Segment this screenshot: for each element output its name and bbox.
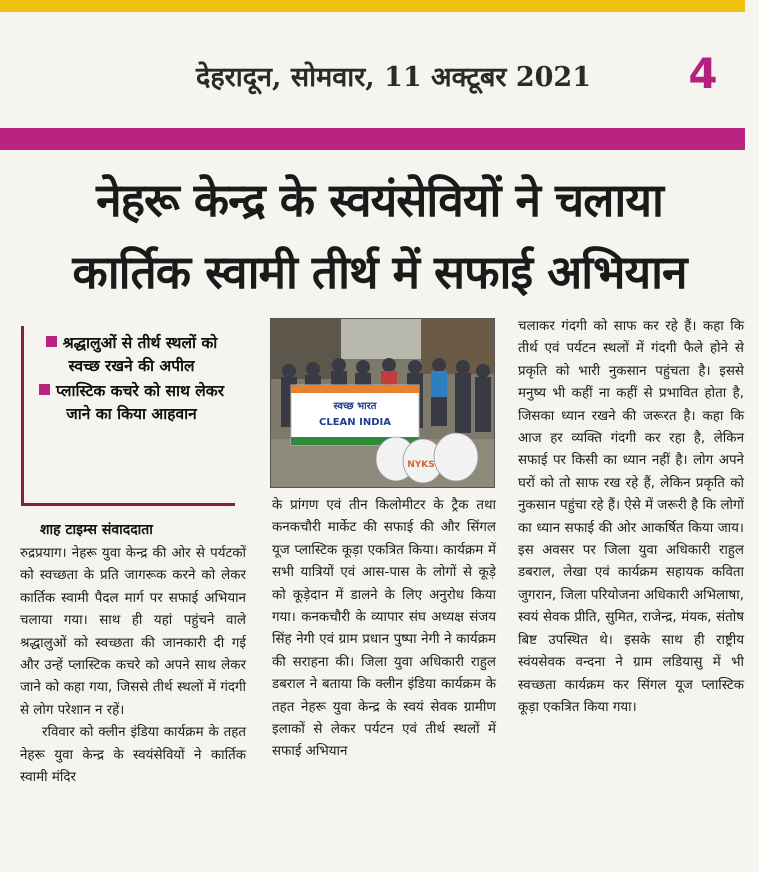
highlight-text: प्लास्टिक कचरे को साथ लेकर जाने का किया आहवान — [55, 382, 225, 423]
sack-label-text: NYKS — [407, 460, 435, 470]
page-number: 4 — [688, 49, 718, 98]
volunteers-photo-illustration — [271, 319, 495, 488]
article-paragraph: रुद्रप्रयाग। नेहरू युवा केन्द्र की ओर से पर्यटकों को स्वच्छता के प्रति जागरूक करने को लेकर कार्तिक स्वामी पैदल मार्ग पर सफाई अभियान चलाया गया। साथ ही यहां पहुंचने वाले श्रद्धालुओं को स्वच्छता की जानकारी दी गई और उन्हें प्लास्टिक कचरे को अपने साथ लेकर जाने को कहा गया, जिससे तीर्थ स्थलों में गंदगी से लोग परेशान न रहें। — [20, 546, 246, 718]
dateline: देहरादून, सोमवार, 11 अक्टूबर 2021 — [196, 62, 592, 93]
highlights-box — [21, 326, 235, 506]
byline: शाह टाइम्स संवाददाता — [40, 522, 153, 538]
headline-line-2: कार्तिक स्वामी तीर्थ में सफाई अभियान — [72, 245, 687, 299]
square-bullet-icon — [39, 384, 50, 395]
news-photo — [270, 318, 495, 488]
article-column-3 — [518, 316, 744, 719]
highlight-item — [34, 380, 229, 426]
headline-line-1: नेहरू केन्द्र के स्वयंसेवियों ने चलाया — [96, 173, 663, 227]
article-paragraph: के प्रांगण एवं तीन किलोमीटर के ट्रैक तथा कनकचौरी मार्केट की सफाई की और सिंगल यूज प्लास्टिक कूड़ा एकत्रित किया। कार्यक्रम में सभी यात्रियों एवं आस-पास के लोगों से कूड़े को कूड़ेदान में डालने के लिए अनुरोध किया गया। कनकचौरी के व्यापार संघ अध्यक्ष संजय सिंह नेगी एवं ग्राम प्रधान पुष्पा नेगी ने कार्यक्रम की सराहना की। जिला युवा अधिकारी राहुल डबराल ने बताया कि क्लीन इंडिया कार्यक्रम के तहत नेहरू युवा केन्द्र के स्वयं सेवक ग्रामीण इलाकों से लेकर पर्यटन एवं तीर्थ स्थलों में सफाई अभियान — [272, 498, 496, 760]
article-column-2 — [272, 495, 496, 764]
highlight-item — [34, 332, 229, 378]
highlight-text: श्रद्धालुओं से तीर्थ स्थलों को स्वच्छ रखने की अपील — [62, 334, 218, 375]
banner-hindi-text: स्वच्छ भारत — [333, 401, 377, 412]
square-bullet-icon — [46, 336, 57, 347]
top-color-stripe — [0, 0, 745, 12]
article-paragraph: चलाकर गंदगी को साफ कर रहे हैं। कहा कि तीर्थ एवं पर्यटन स्थलों में गंदगी फैले होने से प्रकृति को भारी नुकसान पहुंचता है। इससे मनुष्य भी कहीं ना कहीं से प्रभावित होता है, जिसका ध्यान रखने की जरूरत है। कहा कि आज हर व्यक्ति गंदगी कर रहा है, लेकिन सफाई पर किसी का ध्यान नहीं है। लोग अपने घरों को तो साफ रख रहे हैं, लेकिन प्रकृति को नुकसान पहुंचा रहे हैं। ऐसे में जरूरी है कि लोगों का ध्यान सफाई की ओर आकर्षित किया जाय। इस अवसर पर जिला युवा अधिकारी राहुल डबराल, लेखा एवं कार्यक्रम सहायक कविता जुगरान, जिला परियोजना अधिकारी अभिलाषा, स्वयं सेवक प्रीति, सुमित, राजेन्द्र, मंयक, संतोष बिष्ट उपस्थित थे। इसके साथ ही राष्ट्रीय स्वंयसेवक वन्दना ने ग्राम लडियासु में भी स्वच्छता कार्यक्रम कर सिंगल यूज प्लास्टिक कूड़ा एकत्रित किया गया। — [518, 319, 744, 715]
article-paragraph: रविवार को क्लीन इंडिया कार्यक्रम के तहत नेहरू युवा केन्द्र के स्वयंसेवियों ने कार्तिक स्वामी मंदिर — [20, 725, 246, 786]
section-divider-bar — [0, 128, 745, 150]
article-column-1 — [20, 543, 246, 789]
banner-english-text: CLEAN INDIA — [319, 417, 391, 428]
